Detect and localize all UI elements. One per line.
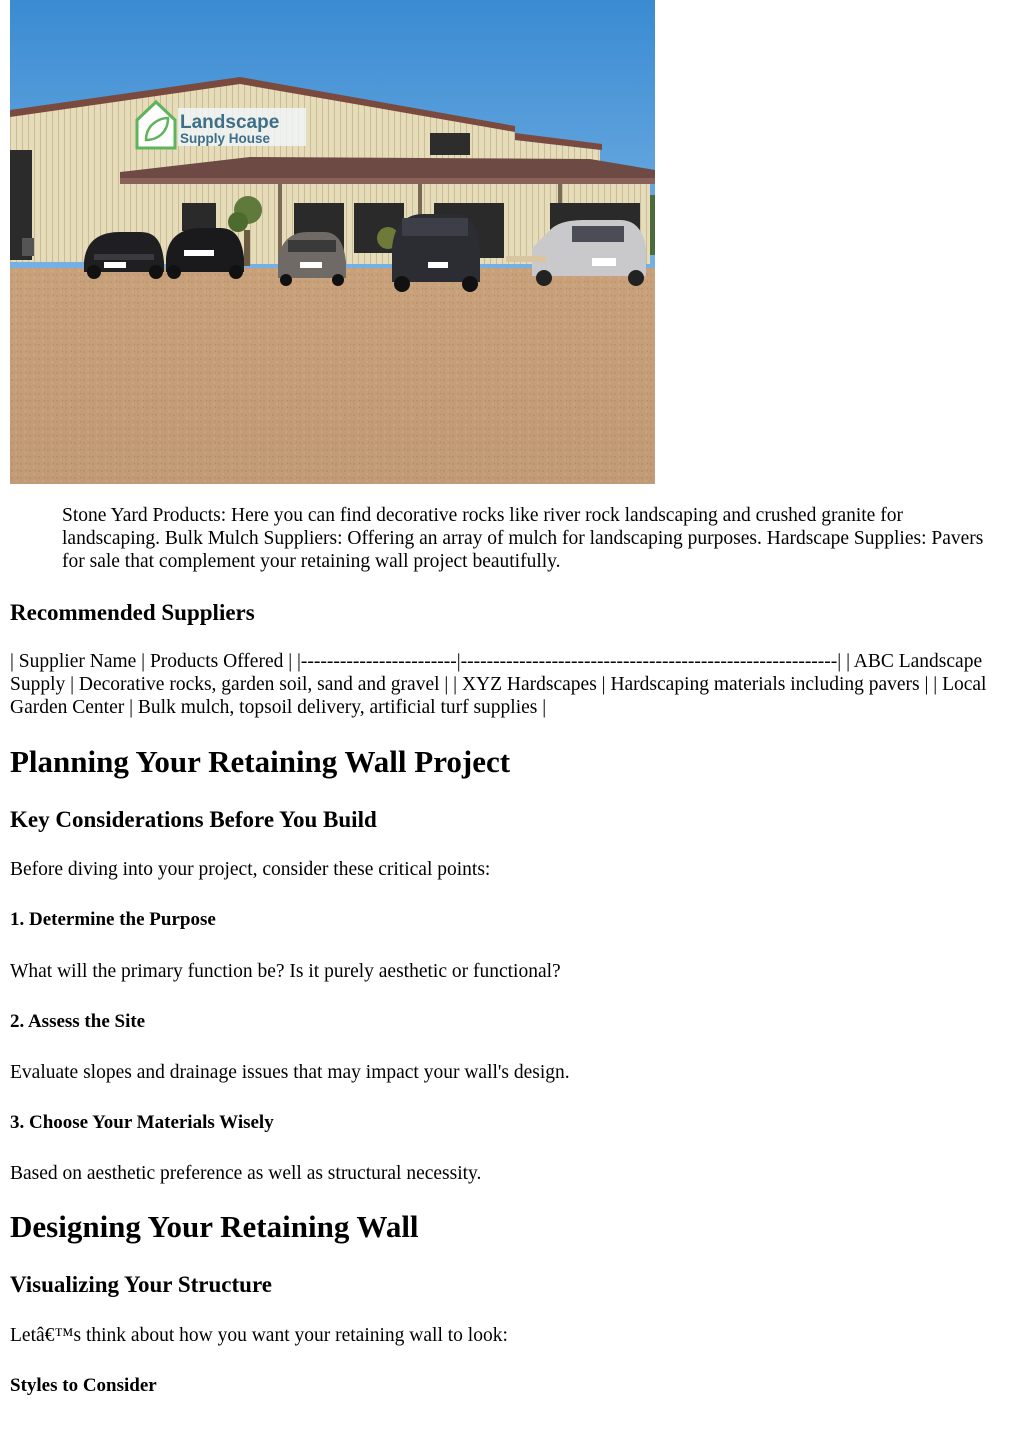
step1-heading: 1. Determine the Purpose	[10, 909, 216, 930]
sign-line-1: Landscape	[180, 112, 280, 133]
designing-heading: Designing Your Retaining Wall	[10, 1209, 419, 1244]
visualizing-heading: Visualizing Your Structure	[10, 1272, 272, 1297]
recommended-suppliers-heading: Recommended Suppliers	[10, 600, 255, 625]
step3-text: Based on aesthetic preference as well as structural necessity.	[10, 1163, 482, 1184]
before-diving-text: Before diving into your project, consider these critical points:	[10, 859, 491, 880]
step1-text: What will the primary function be? Is it purely aesthetic or functional?	[10, 961, 561, 982]
lets-think-text: Letâ€™s think about how you want your retaining wall to look:	[10, 1325, 508, 1346]
landscape-supply-house-photo	[10, 0, 655, 484]
supplier-table-text: | Supplier Name | Products Offered | |------------------------|----------------------------------------------------------| | ABC Landscape Supply | Decorative rocks, garden soil, sand and gravel | | XYZ Hardscapes | Hardscaping materials including pavers | | Local Garden Center | Bulk mulch, topsoil delivery, artificial turf supplies |	[10, 651, 987, 718]
key-considerations-heading: Key Considerations Before You Build	[10, 807, 377, 832]
step2-heading: 2. Assess the Site	[10, 1011, 146, 1032]
step2-text: Evaluate slopes and drainage issues that may impact your wall's design.	[10, 1062, 570, 1083]
planning-heading: Planning Your Retaining Wall Project	[10, 744, 511, 779]
styles-heading: Styles to Consider	[10, 1375, 157, 1396]
sign-line-2: Supply House	[180, 131, 271, 146]
sign	[135, 102, 307, 148]
bullet-summary: Stone Yard Products: Here you can find decorative rocks like river rock landscaping and crushed granite for landscaping. Bulk Mulch Suppliers: Offering an array of mulch for landscaping purposes. Hardscape Supplies: Pavers for sale that complement your retaining wall project beautifully.	[62, 505, 984, 572]
step3-heading: 3. Choose Your Materials Wisely	[10, 1112, 274, 1133]
